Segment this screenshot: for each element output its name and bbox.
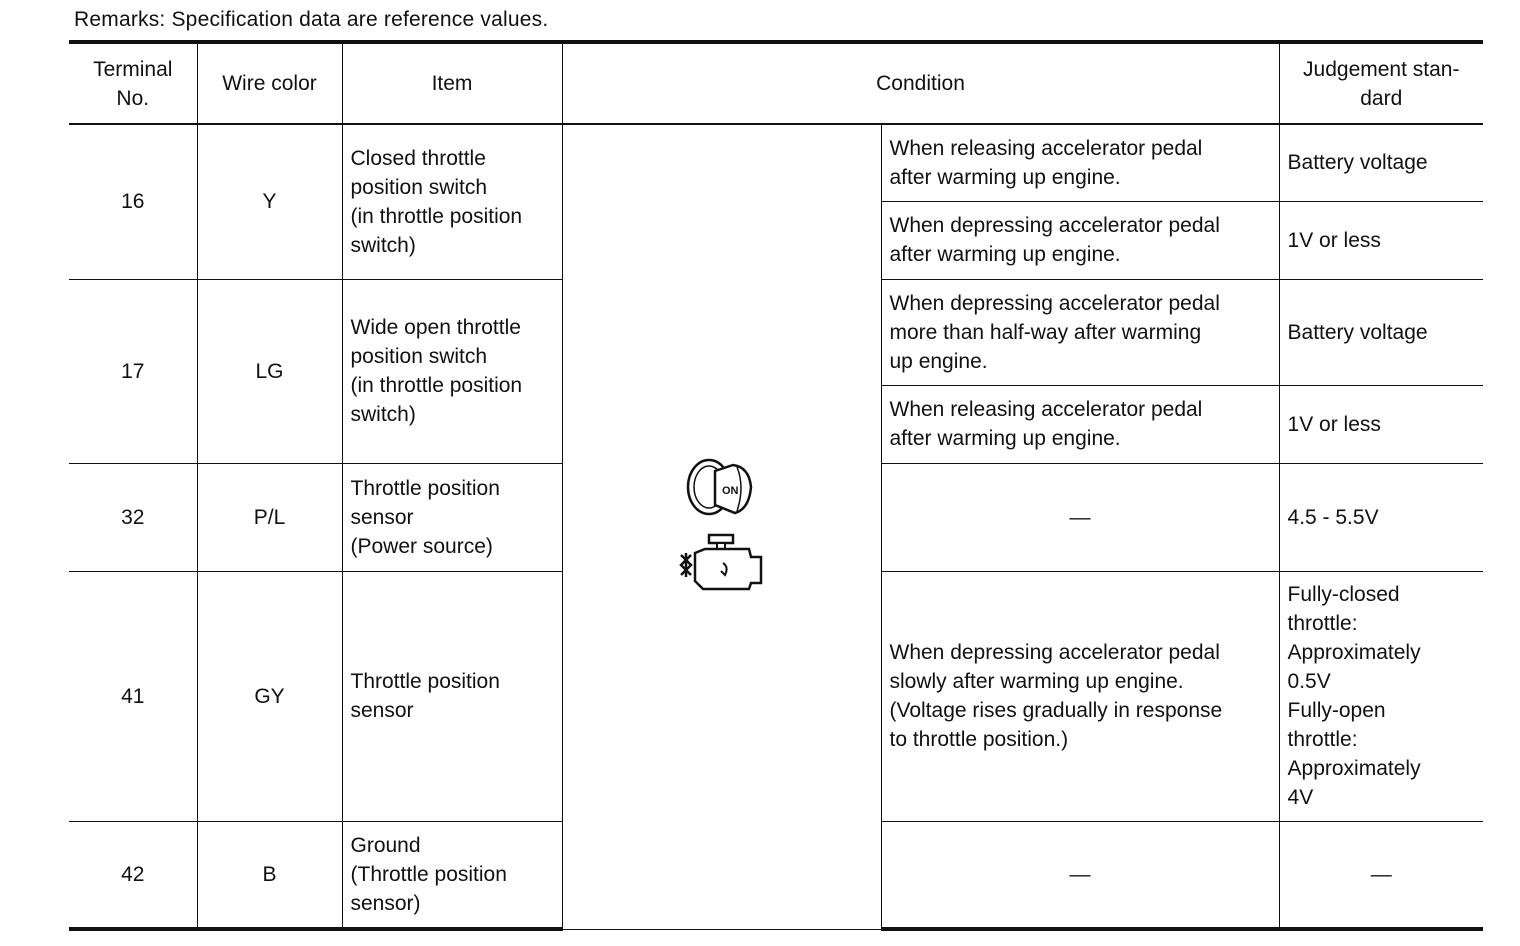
header-wire-color: Wire color [197,42,342,124]
terminal-no-cell: 42 [69,821,197,929]
condition-cell: When releasing accelerator pedal after warming up engine. [881,124,1279,201]
remarks-note: Remarks: Specification data are reference values. [74,8,549,31]
table-row [69,124,1483,201]
condition-cell: When depressing accelerator pedal slowly after warming up engine. (Voltage rises gradually in response to throttle position.) [881,571,1279,821]
condition-cell: When releasing accelerator pedal after warming up engine. [881,385,1279,463]
judgement-cell: 4.5 - 5.5V [1279,463,1483,571]
header-item: Item [342,42,562,124]
header-condition: Condition [562,42,1279,124]
condition-cell: — [881,821,1279,929]
wire-color-cell: B [197,821,342,929]
judgement-cell: Battery voltage [1279,124,1483,201]
terminal-no-cell: 16 [69,124,197,279]
judgement-cell: 1V or less [1279,201,1483,279]
judgement-cell: 1V or less [1279,385,1483,463]
terminal-no-cell: 41 [69,571,197,821]
wire-color-cell: P/L [197,463,342,571]
judgement-cell: Fully-closed throttle: Approximately 0.5V Fully-open throttle: Approximately 4V [1279,571,1483,821]
condition-cell: When depressing accelerator pedal more than half-way after warming up engine. [881,279,1279,385]
item-cell: Ground (Throttle position sensor) [342,821,562,929]
item-cell: Closed throttle position switch (in throttle position switch) [342,124,562,279]
condition-cell: — [881,463,1279,571]
condition-cell: When depressing accelerator pedal after warming up engine. [881,201,1279,279]
item-cell: Throttle position sensor [342,571,562,821]
header-judgement-standard: Judgement stan- dard [1279,42,1483,124]
key-on-label: ON [721,484,738,497]
terminal-spec-table [69,40,1483,931]
ignition-key-on-icon [681,457,763,519]
wire-color-cell: LG [197,279,342,463]
wire-color-cell: GY [197,571,342,821]
terminal-no-cell: 17 [69,279,197,463]
condition-icons-cell [562,124,881,929]
terminal-no-cell: 32 [69,463,197,571]
judgement-cell: Battery voltage [1279,279,1483,385]
engine-running-icon [677,531,767,597]
item-cell: Throttle position sensor (Power source) [342,463,562,571]
wire-color-cell: Y [197,124,342,279]
judgement-cell: — [1279,821,1483,929]
item-cell: Wide open throttle position switch (in throttle position switch) [342,279,562,463]
header-terminal-no: Terminal No. [69,42,197,124]
